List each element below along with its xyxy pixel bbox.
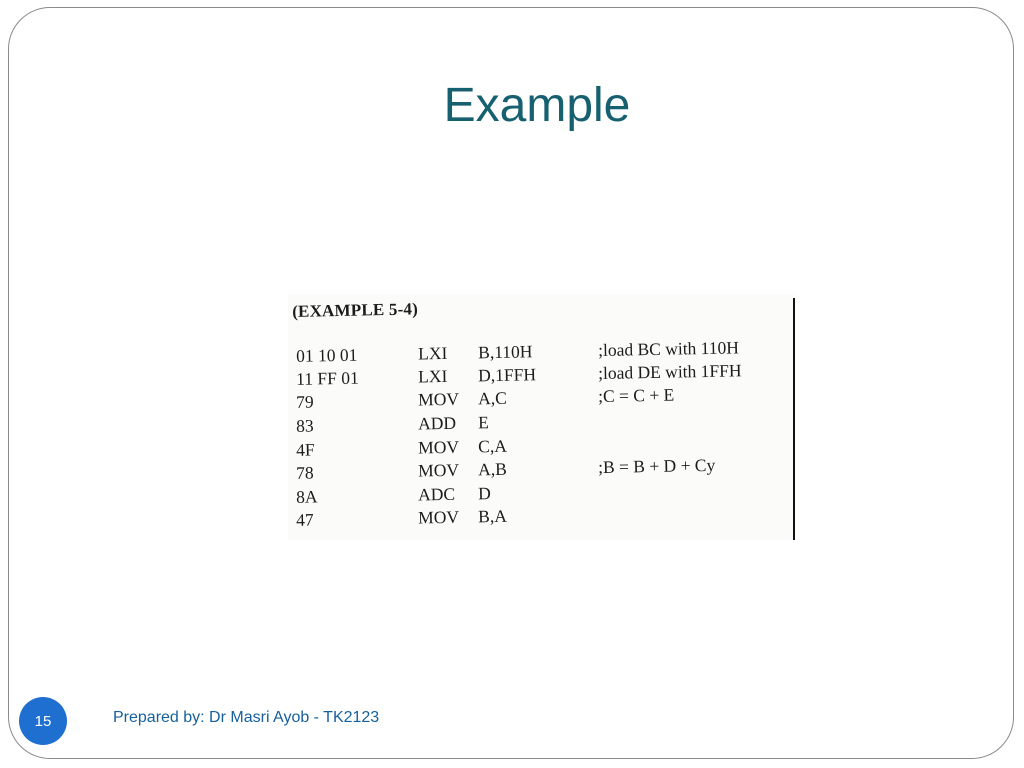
code-mnemonic: MOV bbox=[417, 506, 460, 528]
code-hex: 8A bbox=[295, 486, 318, 507]
code-hex: 83 bbox=[295, 415, 314, 436]
code-mnemonic: LXI bbox=[417, 342, 448, 364]
code-comment: ;load DE with 1FFH bbox=[597, 360, 742, 384]
code-hex: 78 bbox=[295, 462, 314, 483]
code-hex: 79 bbox=[295, 391, 314, 412]
code-mnemonic: MOV bbox=[417, 436, 460, 458]
code-hex: 47 bbox=[295, 509, 314, 530]
code-comment: ;C = C + E bbox=[597, 384, 675, 407]
scan-right-border bbox=[793, 298, 795, 540]
code-operand: E bbox=[477, 412, 490, 433]
code-comment: ;B = B + D + Cy bbox=[597, 454, 716, 478]
code-hex: 11 FF 01 bbox=[295, 367, 359, 389]
code-operand: B,110H bbox=[477, 341, 533, 363]
code-operand: A,B bbox=[477, 458, 508, 480]
footer-text: Prepared by: Dr Masri Ayob - TK2123 bbox=[113, 709, 380, 726]
example-heading: (EXAMPLE 5-4) bbox=[292, 299, 419, 321]
code-operand: C,A bbox=[477, 435, 508, 457]
code-mnemonic: MOV bbox=[417, 459, 460, 481]
code-operand: D bbox=[477, 483, 491, 504]
code-operand: B,A bbox=[477, 505, 508, 527]
code-mnemonic: ADC bbox=[417, 483, 456, 505]
code-mnemonic: LXI bbox=[417, 365, 448, 387]
code-hex: 01 10 01 bbox=[295, 344, 358, 366]
code-operand: A,C bbox=[477, 387, 508, 409]
slide-title: Example bbox=[443, 79, 631, 132]
code-mnemonic: MOV bbox=[417, 388, 460, 410]
code-mnemonic: ADD bbox=[417, 412, 457, 434]
example-scan-image bbox=[288, 294, 794, 540]
code-operand: D,1FFH bbox=[477, 364, 537, 386]
code-hex: 4F bbox=[295, 439, 315, 460]
page-number-badge: 15 bbox=[19, 697, 67, 745]
code-comment: ;load BC with 110H bbox=[597, 337, 740, 361]
